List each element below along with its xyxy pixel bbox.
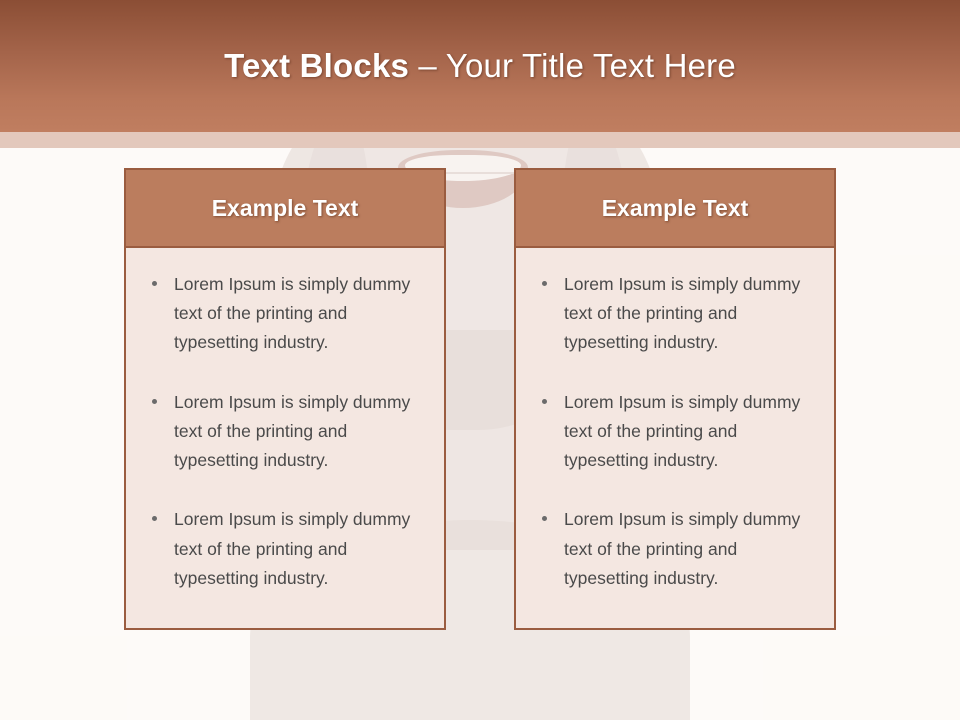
bullet-dot-icon [542,516,547,521]
text-block-card-1 [124,168,446,630]
list-item-text: Lorem Ipsum is simply dummy text of the printing and typesetting industry. [174,509,411,588]
list-item-text: Lorem Ipsum is simply dummy text of the printing and typesetting industry. [174,274,411,353]
text-block-card-2 [514,168,836,630]
list-item [530,270,818,358]
bullet-dot-icon [152,399,157,404]
bullet-dot-icon [152,281,157,286]
text-block-card-2-bullet-list [530,270,818,593]
bullet-dot-icon [542,399,547,404]
list-item-text: Lorem Ipsum is simply dummy text of the printing and typesetting industry. [174,391,411,471]
list-item-text: Lorem Ipsum is simply dummy text of the printing and typesetting industry. [564,274,801,353]
list-item [140,388,428,476]
text-block-card-1-header [126,170,444,248]
header-underline [0,132,960,148]
text-block-card-1-body [126,248,444,628]
text-block-card-2-header [516,170,834,248]
list-item-text: Lorem Ipsum is simply dummy text of the printing and typesetting industry. [564,509,801,588]
page-title-strong: Text Blocks [224,47,410,84]
text-block-card-2-body [516,248,834,628]
list-item-text: Lorem Ipsum is simply dummy text of the printing and typesetting industry. [564,391,801,471]
page-title-light: Your Title Text Here [445,47,736,84]
list-item [530,388,818,476]
content-columns [0,168,960,630]
bullet-dot-icon [542,281,547,286]
text-block-card-1-header-label: Example Text [211,194,359,221]
list-item [140,270,428,358]
header-band [0,0,960,132]
bullet-dot-icon [152,516,157,521]
text-block-card-2-header-label: Example Text [601,194,749,221]
page-title [224,47,736,85]
list-item [530,505,818,593]
page-title-separator: – [409,47,446,84]
list-item [140,505,428,593]
text-block-card-1-bullet-list [140,270,428,593]
